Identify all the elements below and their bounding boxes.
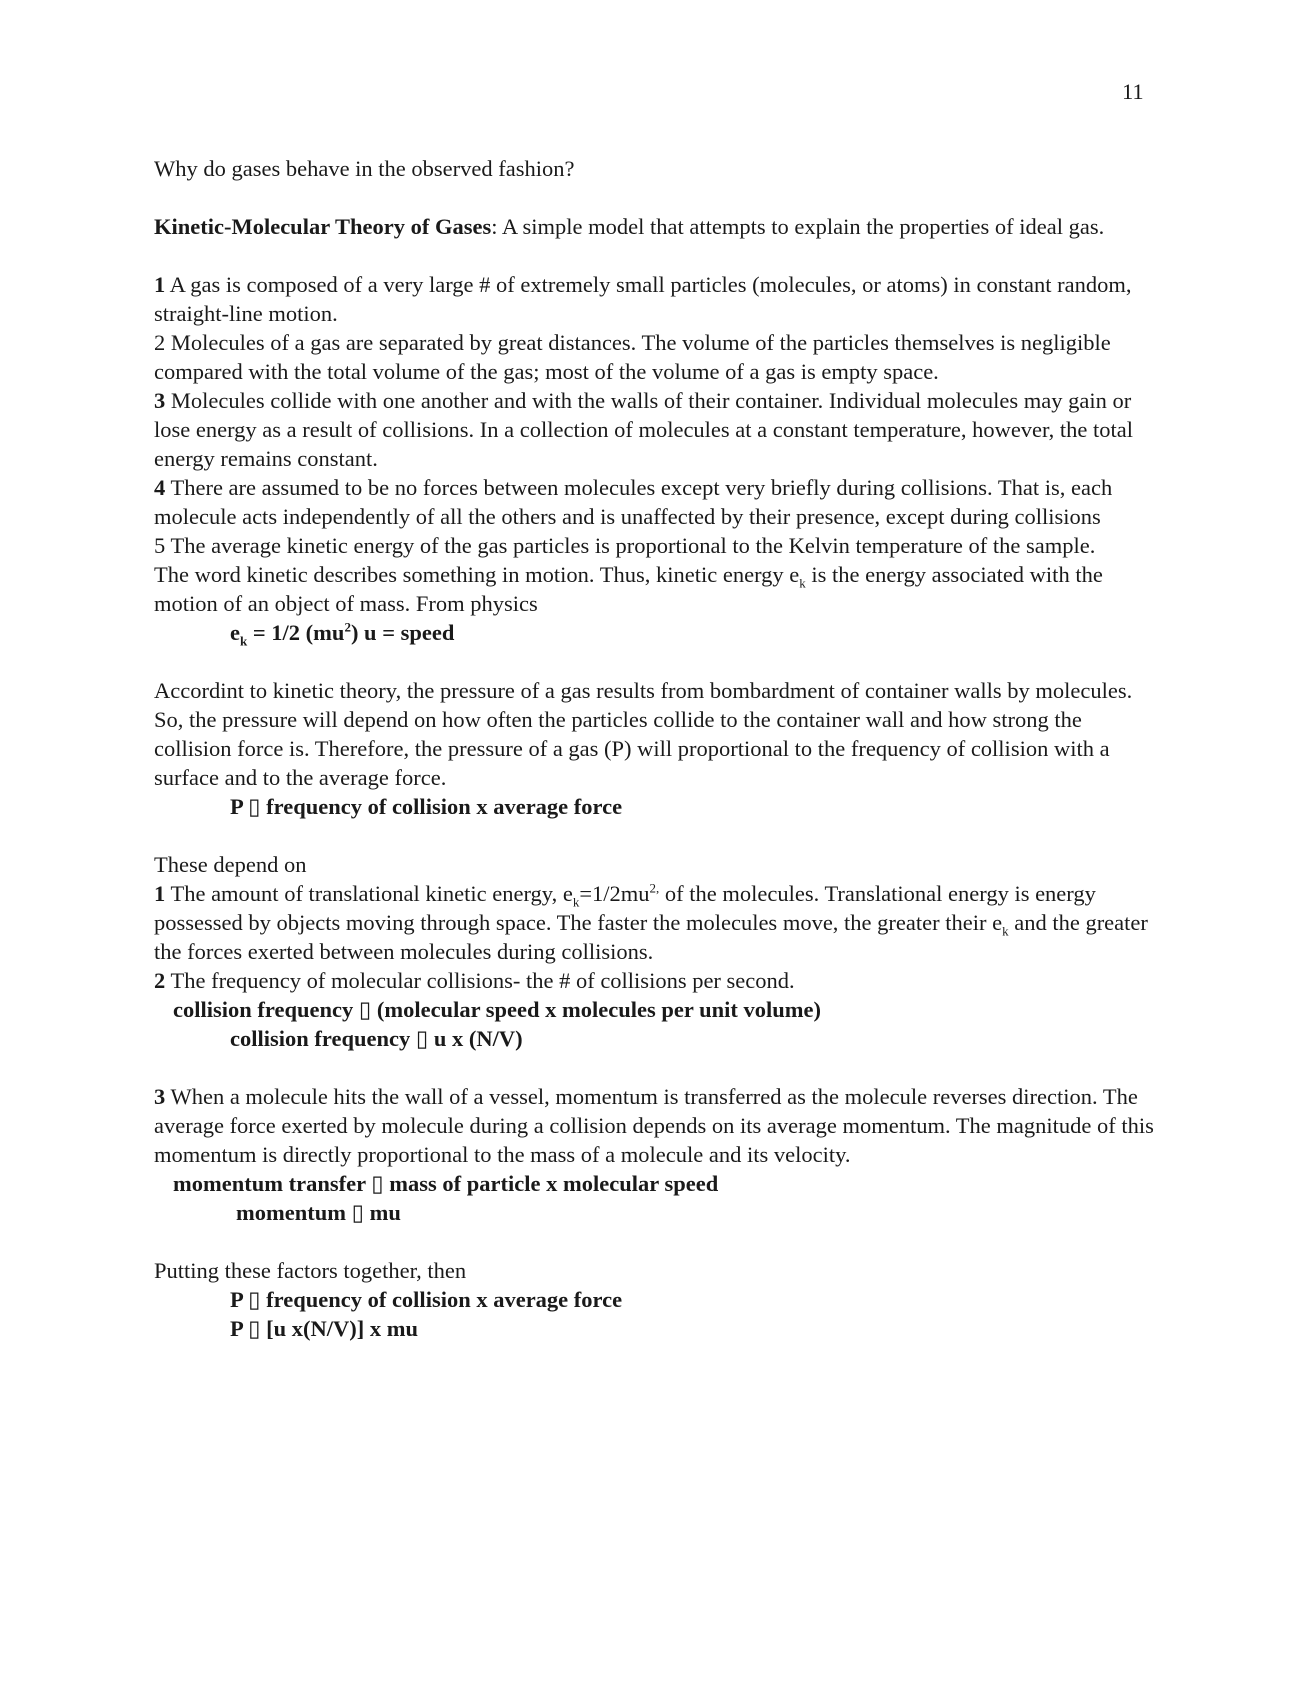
postulate-text: Molecules collide with one another and with the walls of their container. Individual molecules may gain or lose energy as a result of collisions. In a collection of molecules at a constant temperature, however, the total energy remains constant. [154, 388, 1133, 471]
postulate-number: 3 [154, 388, 166, 413]
postulate-item [154, 386, 1154, 473]
postulate-number: 5 [154, 533, 166, 558]
final-equation: P ▯ frequency of collision x average force [230, 1287, 623, 1312]
postulate-item [154, 328, 1154, 386]
postulate-text: There are assumed to be no forces between molecules except very briefly during collisions. That is, each molecule acts independently of all the others and is unaffected by their presence, except during collisions [154, 475, 1113, 529]
postulate-item [154, 531, 1154, 560]
page-number: 11 [1122, 79, 1144, 104]
factor-item [154, 966, 1154, 995]
intro-question: Why do gases behave in the observed fashion? [154, 156, 575, 181]
factor-text: The frequency of molecular collisions- the # of collisions per second. [165, 968, 795, 993]
conclusion-intro: Putting these factors together, then [154, 1258, 467, 1283]
factor-number: 2 [154, 968, 166, 993]
conclusion-section [154, 1256, 1154, 1343]
collision-frequency-equation: collision frequency ▯ u x (N/V) [230, 1026, 523, 1051]
postulate-number: 4 [154, 475, 166, 500]
momentum-transfer-equation: momentum transfer ▯ mass of particle x molecular speed [173, 1171, 719, 1196]
kmt-definition [154, 212, 1154, 241]
kinetic-definition: The word kinetic describes something in motion. Thus, kinetic energy $e_k$ is the energy associated with the motion of an object of mass. From physics [154, 562, 1103, 616]
factor-text: When a molecule hits the wall of a vessel, momentum is transferred as the molecule reverses direction. The average force exerted by molecule during a collision depends on its average momentum. The magnitude of this momentum is directly proportional to the mass of a molecule and its velocity. [154, 1084, 1154, 1167]
factors-intro: These depend on [154, 852, 307, 877]
factor-number: 3 [154, 1084, 166, 1109]
pressure-section [154, 676, 1154, 821]
page-content [154, 154, 1154, 1343]
postulate-item [154, 473, 1154, 531]
postulate-number: 1 [154, 272, 166, 297]
final-equation: P ▯ [u x(N/V)] x mu [230, 1316, 418, 1341]
postulate-number: 2 [154, 330, 166, 355]
collision-frequency-equation: collision frequency ▯ (molecular speed x molecules per unit volume) [173, 997, 821, 1022]
momentum-section [154, 1082, 1154, 1227]
postulate-list [154, 270, 1154, 647]
kmt-definition-text: : A simple model that attempts to explain the properties of ideal gas. [491, 214, 1105, 239]
postulate-text: A gas is composed of a very large # of extremely small particles (molecules, or atoms) in constant random, straight-line motion. [154, 272, 1132, 326]
postulate-text: Molecules of a gas are separated by great distances. The volume of the particles themselves is negligible compared with the total volume of the gas; most of the volume of a gas is empty space. [154, 330, 1111, 384]
factor-item: 1 The amount of translational kinetic energy, $e_k=1/2mu^{2,}$ of the molecules. Translational energy is energy possessed by objects moving through space. The faster the molecules move, the greater their $e_k$ and the greater the forces exerted between molecules during collisions. [154, 880, 1148, 964]
postulate-item [154, 270, 1154, 328]
momentum-equation: momentum ▯ mu [236, 1200, 401, 1225]
pressure-equation: P ▯ frequency of collision x average force [230, 794, 623, 819]
postulate-text: The average kinetic energy of the gas particles is proportional to the Kelvin temperature of the sample. [165, 533, 1096, 558]
factors-section [154, 850, 1154, 1053]
factor-number: 1 [154, 881, 166, 906]
kmt-heading: Kinetic-Molecular Theory of Gases [154, 214, 492, 239]
kinetic-energy-equation: $e_k = 1/2$ $(mu^2) u$ = speed [230, 619, 455, 649]
factor-item [154, 1082, 1154, 1169]
pressure-paragraph: Accordint to kinetic theory, the pressure of a gas results from bombardment of container walls by molecules. So, the pressure will depend on how often the particles collide to the container wall and how strong the collision force is. Therefore, the pressure of a gas (P) will proportional to the frequency of collision with a surface and to the average force. [154, 678, 1133, 790]
